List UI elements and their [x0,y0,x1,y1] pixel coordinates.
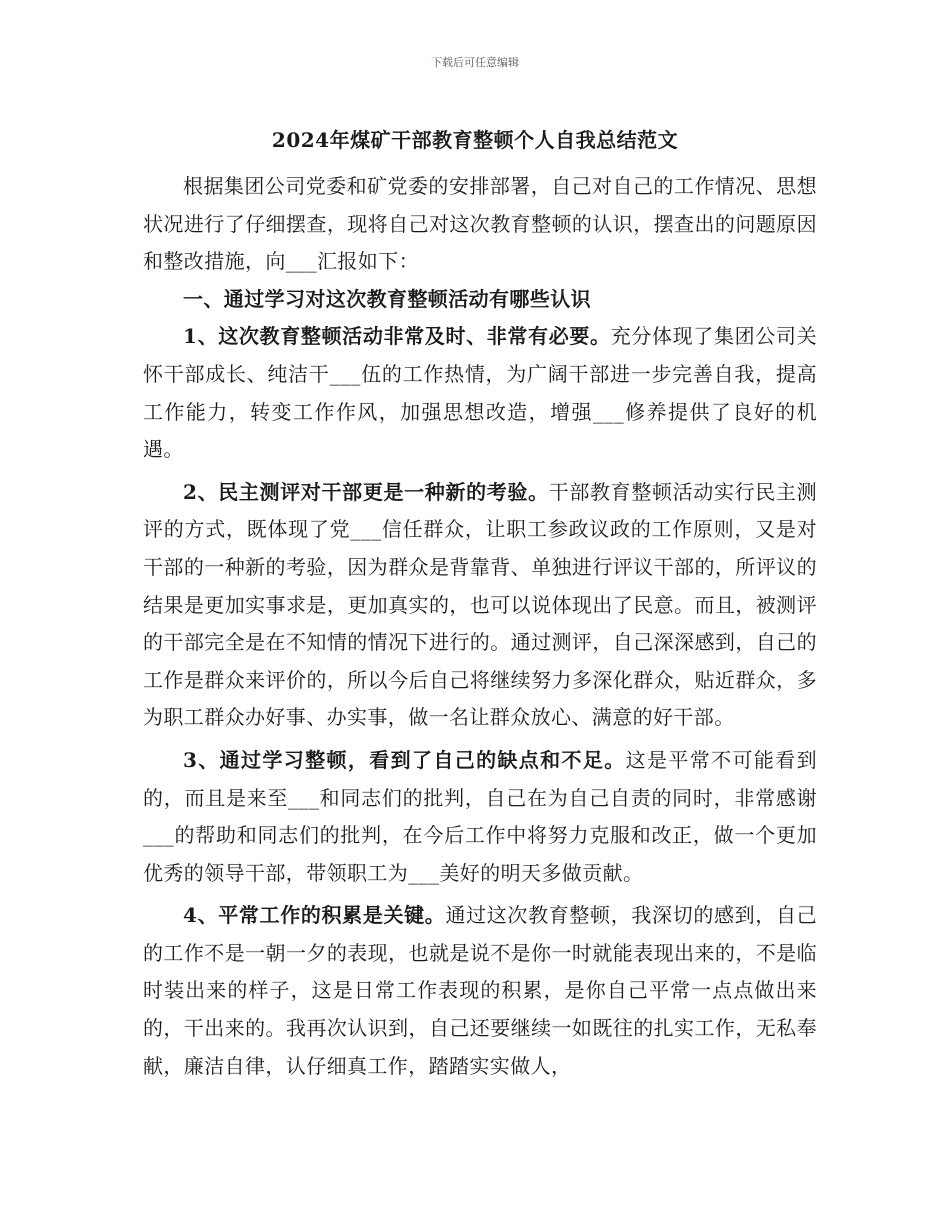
point-text: 通过这次教育整顿，我深切的感到，自己的工作不是一朝一夕的表现，也就是说不是你一时就能表现出来的，不是临时装出来的样子，这是日常工作表现的积累，是你自己平常一点点做出来的，干出来的。我再次认识到，自己还要继续一如既往的扎实工作，无私奉献，廉洁自律，认仔细真工作，踏踏实实做人， [143,903,818,1078]
point-paragraph-1 [143,318,817,468]
point-paragraph-3 [143,742,817,892]
point-paragraph-4 [143,897,817,1085]
download-note: 下载后可任意编辑 [431,56,519,69]
point-lead: 2、民主测评对干部更是一种新的考验。 [183,479,549,504]
point-text: 干部教育整顿活动实行民主测评的方式，既体现了党___信任群众，让职工参政议政的工作原则，又是对干部的一种新的考验，因为群众是背靠背、单独进行评议干部的，所评议的结果是更加实事求是，更加真实的，也可以说体现出了民意。而且，被测评的干部完全是在不知情的情况下进行的。通过测评，自己深深感到，自己的工作是群众来评价的，所以今后自己将继续努力多深化群众，贴近群众，多为职工群众办好事、办实事，做一名让群众放心、满意的好干部。 [143,479,817,730]
point-lead: 4、平常工作的积累是关键。 [183,903,446,928]
point-lead: 3、通过学习整顿，看到了自己的缺点和不足。 [183,747,626,772]
document-body [143,168,817,1085]
point-lead: 1、这次教育整顿活动非常及时、非常有必要。 [183,324,611,349]
point-text: 这是平常不可能看到的，而且是来至___和同志们的批判，自己在为自己自责的同时，非常感谢___的帮助和同志们的批判，在今后工作中将努力克服和改正，做一个更加优秀的领导干部，带领职工为___美好的明天多做贡献。 [143,747,817,885]
document-title: 2024年煤矿干部教育整顿个人自我总结范文 [271,128,679,152]
intro-paragraph: 根据集团公司党委和矿党委的安排部署，自己对自己的工作情况、思想状况进行了仔细摆查，现将自己对这次教育整顿的认识，摆查出的问题原因和整改措施，向___汇报如下： [143,174,817,274]
point-text: 充分体现了集团公司关怀干部成长、纯洁干___伍的工作热情，为广阔干部进一步完善自我，提高工作能力，转变工作作风，加强思想改造，增强___修养提供了良好的机遇。 [143,324,817,462]
point-paragraph-2 [143,474,817,737]
section-heading: 一、通过学习对这次教育整顿活动有哪些认识 [183,286,591,311]
